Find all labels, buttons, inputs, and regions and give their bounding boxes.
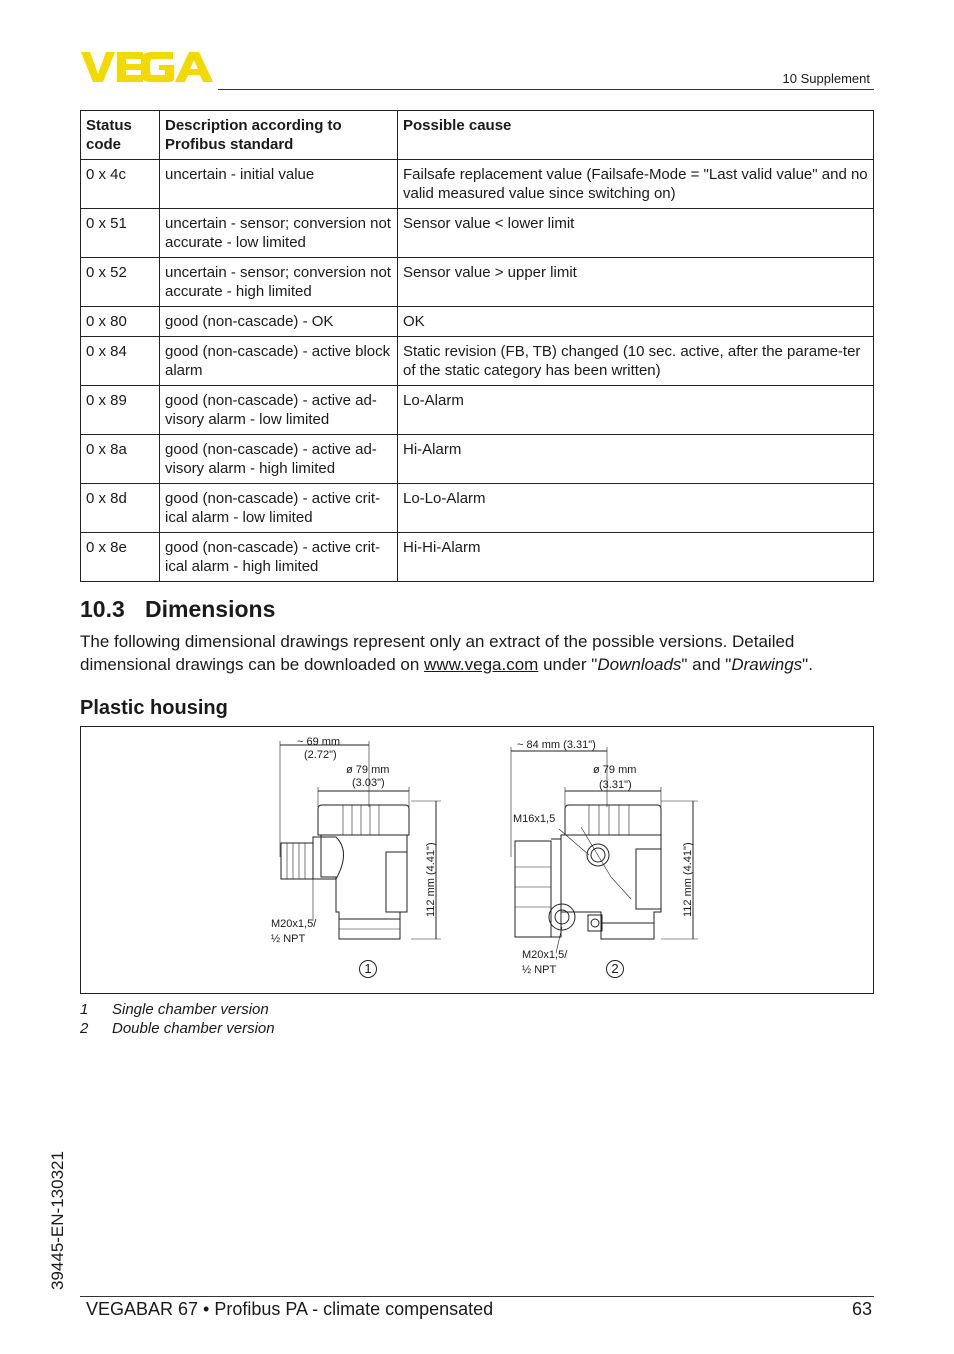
legend-number: 1	[80, 1001, 89, 1018]
cause-cell: Sensor value < lower limit	[398, 209, 874, 258]
cause-cell: OK	[398, 307, 874, 337]
cause-cell: Failsafe replacement value (Failsafe-Mode = "Last valid value" and no valid measured value since switching on)	[398, 160, 874, 209]
table-row	[81, 209, 874, 258]
table-row	[81, 258, 874, 307]
status-code-cell: 0 x 8a	[81, 435, 160, 484]
column-header: Status code	[81, 111, 160, 160]
status-code-cell: 0 x 4c	[81, 160, 160, 209]
description-cell: good (non-cascade) - OK	[160, 307, 398, 337]
status-code-cell: 0 x 8e	[81, 533, 160, 582]
dimension-drawing	[81, 727, 873, 993]
right-diameter-mm: ø 79 mm	[593, 764, 637, 776]
legend-text: Double chamber version	[112, 1020, 275, 1037]
footer-title: VEGABAR 67 • Profibus PA - climate compensated	[86, 1299, 494, 1319]
vega-website-link[interactable]: www.vega.com	[424, 655, 539, 674]
status-code-table	[80, 110, 874, 582]
section-number: 10.3	[80, 596, 125, 622]
drawings-emphasis: Drawings	[731, 655, 803, 674]
left-diameter-mm: ø 79 mm	[346, 764, 390, 776]
description-cell: good (non-cascade) - active crit-ical alarm - high limited	[160, 533, 398, 582]
cause-cell: Lo-Lo-Alarm	[398, 484, 874, 533]
paragraph-text: " and "	[681, 655, 732, 674]
left-thread-label: M20x1,5/	[271, 918, 317, 930]
cause-cell: Hi-Alarm	[398, 435, 874, 484]
right-thread-label: M20x1,5/	[522, 949, 568, 961]
status-code-cell: 0 x 8d	[81, 484, 160, 533]
subsection-heading: Plastic housing	[80, 697, 228, 719]
left-diameter-in: (3.03")	[352, 777, 385, 789]
paragraph-text: The following dimensional drawings represent only an extract of the possible versions. Detailed dimensional drawings can be downloaded on	[80, 632, 795, 674]
column-header: Description according to Profibus standard	[160, 111, 398, 160]
status-code-cell: 0 x 80	[81, 307, 160, 337]
section-heading	[80, 596, 275, 623]
callout-2: 2	[606, 960, 624, 978]
description-cell: uncertain - sensor; conversion not accurate - high limited	[160, 258, 398, 307]
cause-cell: Static revision (FB, TB) changed (10 sec. active, after the parame-ter of the static category has been written)	[398, 337, 874, 386]
section-title: Dimensions	[145, 596, 276, 622]
status-code-cell: 0 x 89	[81, 386, 160, 435]
status-code-cell: 0 x 52	[81, 258, 160, 307]
callout-1: 1	[359, 960, 377, 978]
column-header: Possible cause	[398, 111, 874, 160]
table-row	[81, 533, 874, 582]
legend-text: Single chamber version	[112, 1001, 269, 1018]
status-code-cell: 0 x 51	[81, 209, 160, 258]
left-npt-label: ½ NPT	[271, 933, 306, 945]
table-header-row	[81, 111, 874, 160]
description-cell: uncertain - initial value	[160, 160, 398, 209]
table-row	[81, 484, 874, 533]
right-m16-label: M16x1,5	[513, 813, 556, 825]
intro-paragraph	[80, 630, 874, 676]
right-npt-label: ½ NPT	[522, 964, 557, 976]
description-cell: uncertain - sensor; conversion not accurate - low limited	[160, 209, 398, 258]
footer-rule	[80, 1296, 874, 1297]
description-cell: good (non-cascade) - active crit-ical alarm - low limited	[160, 484, 398, 533]
description-cell: good (non-cascade) - active ad-visory alarm - high limited	[160, 435, 398, 484]
table-row	[81, 160, 874, 209]
cause-cell: Lo-Alarm	[398, 386, 874, 435]
double-chamber-drawing	[511, 747, 698, 953]
page-number: 63	[851, 1299, 872, 1319]
description-cell: good (non-cascade) - active block alarm	[160, 337, 398, 386]
legend-number: 2	[80, 1020, 89, 1037]
right-height-label: 112 mm (4.41")	[682, 842, 694, 917]
left-width-in: (2.72")	[304, 749, 337, 761]
cause-cell: Sensor value > upper limit	[398, 258, 874, 307]
dimension-figure	[80, 726, 874, 994]
status-code-cell: 0 x 84	[81, 337, 160, 386]
figure-legend	[80, 1000, 275, 1038]
paragraph-text: ".	[802, 655, 813, 674]
downloads-emphasis: Downloads	[597, 655, 682, 674]
section-label: 10 Supplement	[782, 71, 870, 86]
right-width-label: ~ 84 mm (3.31")	[517, 739, 596, 751]
table-row	[81, 307, 874, 337]
vega-logo	[81, 50, 213, 84]
left-height-label: 112 mm (4.41")	[425, 842, 437, 917]
table-row	[81, 337, 874, 386]
table-row	[81, 386, 874, 435]
cause-cell: Hi-Hi-Alarm	[398, 533, 874, 582]
paragraph-text: under "	[538, 655, 598, 674]
left-width-mm: ~ 69 mm	[297, 736, 341, 748]
document-id: 39445-EN-130321	[48, 1151, 67, 1290]
legend-item	[80, 1000, 275, 1019]
header-rule	[218, 89, 874, 90]
right-diameter-in: (3.31")	[599, 779, 632, 791]
legend-item	[80, 1019, 275, 1038]
table-row	[81, 435, 874, 484]
description-cell: good (non-cascade) - active ad-visory alarm - low limited	[160, 386, 398, 435]
